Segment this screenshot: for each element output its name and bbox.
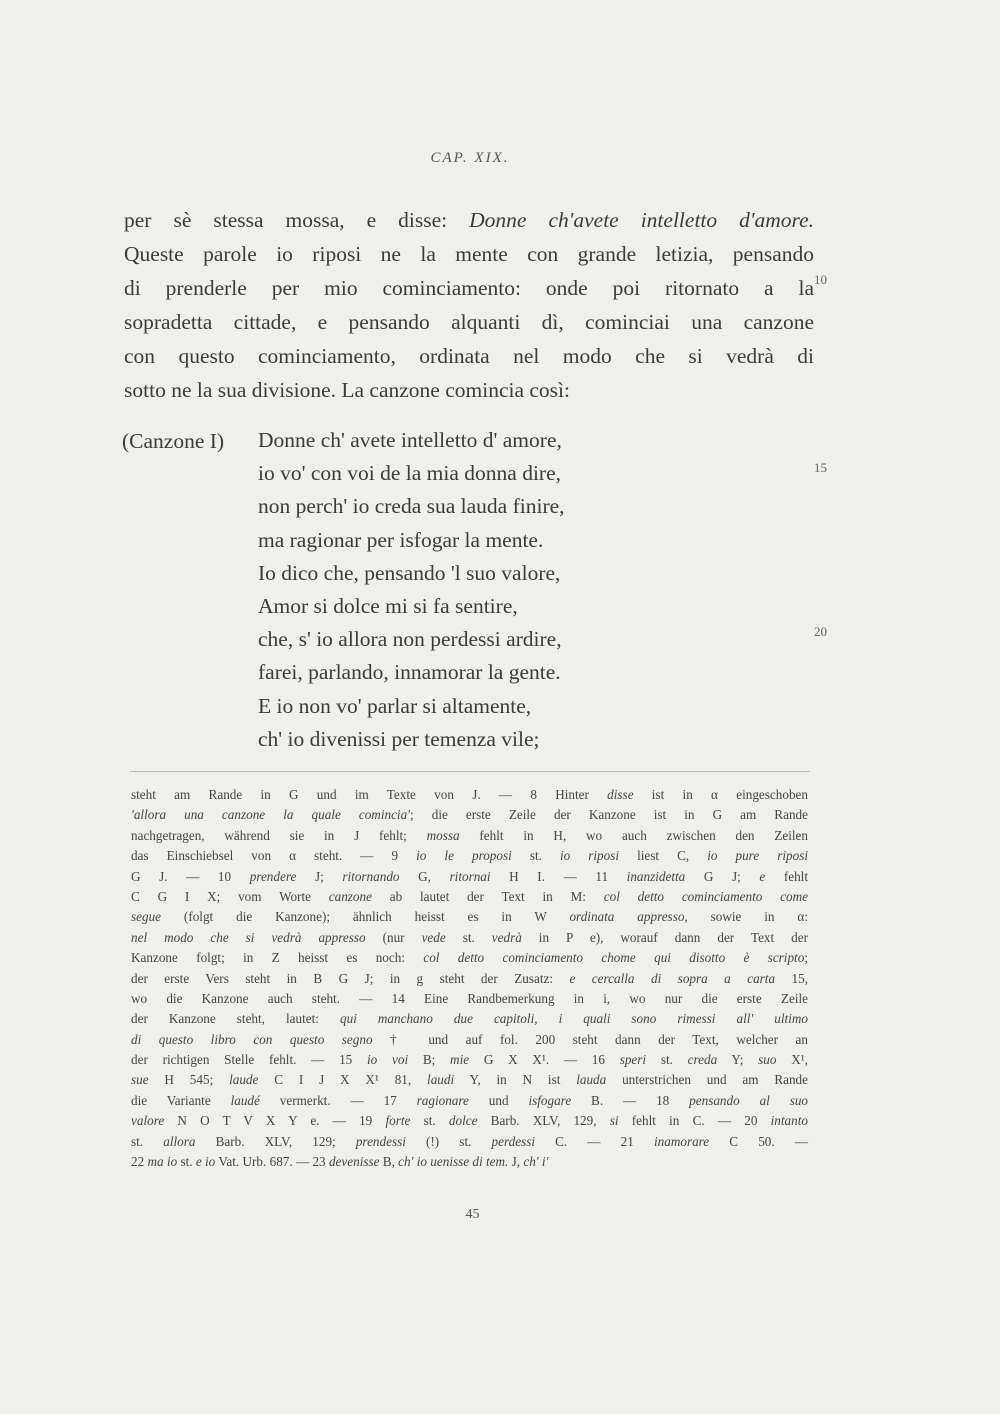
apparatus-text: die Variante [131,1092,231,1108]
variant-reading: ritornai [449,868,491,884]
chapter-heading: CAP. XIX. [430,150,510,166]
apparatus-line [131,928,808,948]
text-run: per sè stessa mossa, e disse: [124,208,470,232]
page-number: 45 [465,1207,480,1222]
variant-reading: dolce [448,1113,478,1129]
variant-reading: di questo libro con questo segno [131,1031,373,1047]
text-run: di prenderle per mio cominciamento: onde poi ritornato a la [124,276,814,300]
variant-reading: inanzidetta [626,868,686,884]
poem-verse: ma ragionar per isfogar la mente. [258,527,544,552]
poem-verse: che, s' io allora non perdessi ardire, [258,627,562,652]
variant-reading: perdessi [491,1133,535,1149]
prose-line [124,203,814,237]
line-number-10: 10 [814,272,827,287]
variant-reading: ch' i' [523,1154,549,1170]
apparatus-line [131,1091,808,1111]
variant-reading: ritornando [342,868,400,884]
apparatus-text: G, [399,868,450,884]
text-run: sopradetta cittade, e pensando alquanti dì, cominciai una canzone [124,310,814,334]
italic-text: Donne ch'avete intelletto d'amore. [469,208,814,232]
variant-reading: valore [131,1113,165,1129]
apparatus-text: (!) st. [405,1133,492,1149]
apparatus-text: Y, in N ist [454,1072,577,1088]
apparatus-text: ; [804,950,808,966]
prose-line [124,339,814,373]
poem-verse: ch' io divenissi per temenza vile; [258,726,540,751]
apparatus-text: H 545; [148,1072,230,1088]
prose-line [124,271,814,305]
variant-reading: qui manchano due capitoli, i quali sono rimessi all' ultimo [340,1011,808,1027]
poem-verse: io vo' con voi de la mia donna dire, [258,461,562,486]
variant-reading: e cercalla di sopra a carta [569,970,776,986]
apparatus-line [131,1070,808,1090]
line-number-15: 15 [814,460,827,475]
footnote-divider [130,771,810,772]
apparatus-text: fehlt in C. — 20 [618,1113,771,1129]
text-run: con questo cominciamento, ordinata nel modo che si vedrà di [124,344,814,368]
apparatus-text: G J; [685,868,760,884]
apparatus-line [131,867,808,887]
apparatus-line [131,1132,808,1152]
apparatus-text: st. [445,929,492,945]
apparatus-text: st. [511,848,560,864]
apparatus-text: vermerkt. — 17 [259,1092,417,1108]
poem-block [258,424,758,756]
apparatus-text: X¹, [776,1052,808,1068]
critical-apparatus [131,785,808,1172]
variant-reading: lauda [576,1072,607,1088]
apparatus-text: 15, [775,970,808,986]
prose-line [124,237,814,271]
variant-reading: mie [450,1052,470,1068]
apparatus-text: B, [379,1154,399,1170]
apparatus-text: st. [177,1154,196,1170]
apparatus-line [131,1009,808,1029]
line-number-20: 20 [814,624,827,639]
variant-reading: col detto cominciamento chome qui disotto è scripto [423,950,805,966]
poem-label: (Canzone I) [122,429,225,453]
variant-reading: ch' io uenisse di tem. [398,1154,509,1170]
apparatus-text: liest C, [619,848,708,864]
prose-line [124,305,814,339]
apparatus-text: wo die Kanzone auch steht. — 14 Eine Randbemerkung in i, wo nur die erste Zeile [131,990,808,1006]
apparatus-text: (folgt die Kanzone); ähnlich heisst es in W [161,909,570,925]
apparatus-text: G X X¹. — 16 [469,1052,620,1068]
apparatus-text: steht am Rande in G und im Texte von J. — 8 Hinter [131,787,608,802]
apparatus-text: C 50. — [709,1133,809,1149]
variant-reading: e [759,868,766,884]
apparatus-text: J, [508,1154,524,1170]
poem-verse: farei, parlando, innamorar la gente. [258,660,561,685]
variant-reading: io voi [367,1052,409,1068]
apparatus-text: Y; [717,1052,759,1068]
variant-reading: devenisse [328,1154,380,1170]
apparatus-text: J; [296,868,343,884]
apparatus-text: ; die erste Zeile der Kanzone ist in G am Rande [410,807,808,823]
variant-reading: creda [687,1052,718,1068]
variant-reading: vedrà [491,929,522,945]
variant-reading: 'allora una canzone la quale comincia' [131,807,411,823]
apparatus-text: 22 [131,1154,148,1170]
apparatus-text: B; [408,1052,451,1068]
apparatus-text: st. [410,1113,449,1129]
apparatus-text: Barb. XLV, 129; [195,1133,356,1149]
apparatus-text: B. — 18 [571,1092,690,1108]
apparatus-text: ist in α eingeschoben [633,787,809,802]
variant-reading: speri [619,1052,647,1068]
apparatus-text: der richtigen Stelle fehlt. — 15 [131,1052,367,1068]
apparatus-line [131,1111,808,1131]
apparatus-text: C. — 21 [535,1133,654,1149]
apparatus-text: st. [646,1052,688,1068]
apparatus-text: G J. — 10 [131,868,250,884]
apparatus-text: Kanzone folgt; in Z heisst es noch: [131,950,424,966]
poem-verse: non perch' io creda sua lauda finire, [258,494,565,519]
apparatus-line [131,989,808,1009]
variant-reading: allora [163,1133,196,1149]
apparatus-line [131,907,808,927]
variant-reading: inamorare [653,1133,710,1149]
apparatus-text: fehlt in H, wo auch zwischen den Zeilen [459,827,809,843]
apparatus-line [131,1030,808,1050]
apparatus-text: der erste Vers steht in B G J; in g steht der Zusatz: [131,970,570,986]
apparatus-line [131,1152,808,1172]
apparatus-line [131,805,808,825]
apparatus-text: N O T V X Y e. — 19 [164,1113,386,1129]
text-run: Queste parole io riposi ne la mente con grande letizia, pensando [124,242,814,266]
apparatus-text: Barb. XLV, 129, [477,1113,610,1129]
variant-reading: laude [229,1072,259,1088]
apparatus-text: und [468,1092,529,1108]
variant-reading: canzone [328,888,372,904]
text-run: sotto ne la sua divisione. La canzone comincia così: [124,378,570,402]
variant-reading: disse [607,787,634,802]
apparatus-line [131,1050,808,1070]
apparatus-text: † und auf fol. 200 steht dann der Text, welcher an [372,1031,808,1047]
variant-reading: laudi [427,1072,455,1088]
apparatus-text: das Einschiebsel von α steht. — 9 [131,848,417,864]
variant-reading: sue [131,1072,149,1088]
apparatus-text: H I. — 11 [490,868,627,884]
poem-verse: Io dico che, pensando 'l suo valore, [258,560,561,585]
variant-reading: laudé [230,1092,260,1108]
apparatus-text: C I J X X¹ 81, [258,1072,428,1088]
apparatus-line [131,846,808,866]
variant-reading: prendessi [355,1133,406,1149]
variant-reading: io le proposi [416,848,512,864]
apparatus-line [131,948,808,968]
variant-reading: intanto [770,1113,809,1129]
apparatus-text: Vat. Urb. 687. — 23 [215,1154,329,1170]
variant-reading: segue [131,909,162,925]
variant-reading: ordinata appresso [569,909,685,925]
variant-reading: isfogare [528,1092,572,1108]
apparatus-text: nachgetragen, während sie in J fehlt; [131,827,427,843]
apparatus-line [131,826,808,846]
variant-reading: ragionare [416,1092,469,1108]
variant-reading: forte [385,1113,411,1129]
variant-reading: pensando al suo [689,1092,809,1108]
apparatus-text: C G I X; vom Worte [131,888,329,904]
variant-reading: io riposi [559,848,620,864]
apparatus-text: ab lautet der Text in M: [371,888,604,904]
variant-reading: io pure riposi [707,848,808,864]
variant-reading: vede [421,929,446,945]
apparatus-line [131,887,808,907]
apparatus-text: , sowie in α: [684,909,808,925]
variant-reading: mossa [426,827,460,843]
apparatus-text: st. [131,1133,164,1149]
apparatus-line [131,969,808,989]
variant-reading: col detto cominciamento come [603,888,808,904]
apparatus-text: (nur [365,929,422,945]
variant-reading: si [609,1113,619,1129]
poem-verse: Amor si dolce mi si fa sentire, [258,593,518,618]
apparatus-text: in P e), worauf dann der Text der [521,929,808,945]
prose-line [124,373,814,407]
prose-block [124,203,814,407]
apparatus-text: fehlt [765,868,809,884]
poem-verse: Donne ch' avete intelletto d' amore, [258,428,562,452]
apparatus-text: der Kanzone steht, lautet: [131,1011,341,1027]
variant-reading: e io [195,1154,216,1170]
apparatus-text: unterstrichen und am Rande [606,1072,809,1088]
poem-verse: E io non vo' parlar si altamente, [258,693,532,718]
variant-reading: suo [758,1052,777,1068]
apparatus-line [131,785,808,805]
variant-reading: ma io [147,1154,178,1170]
variant-reading: prendere [249,868,297,884]
variant-reading: nel modo che si vedrà appresso [131,929,366,945]
